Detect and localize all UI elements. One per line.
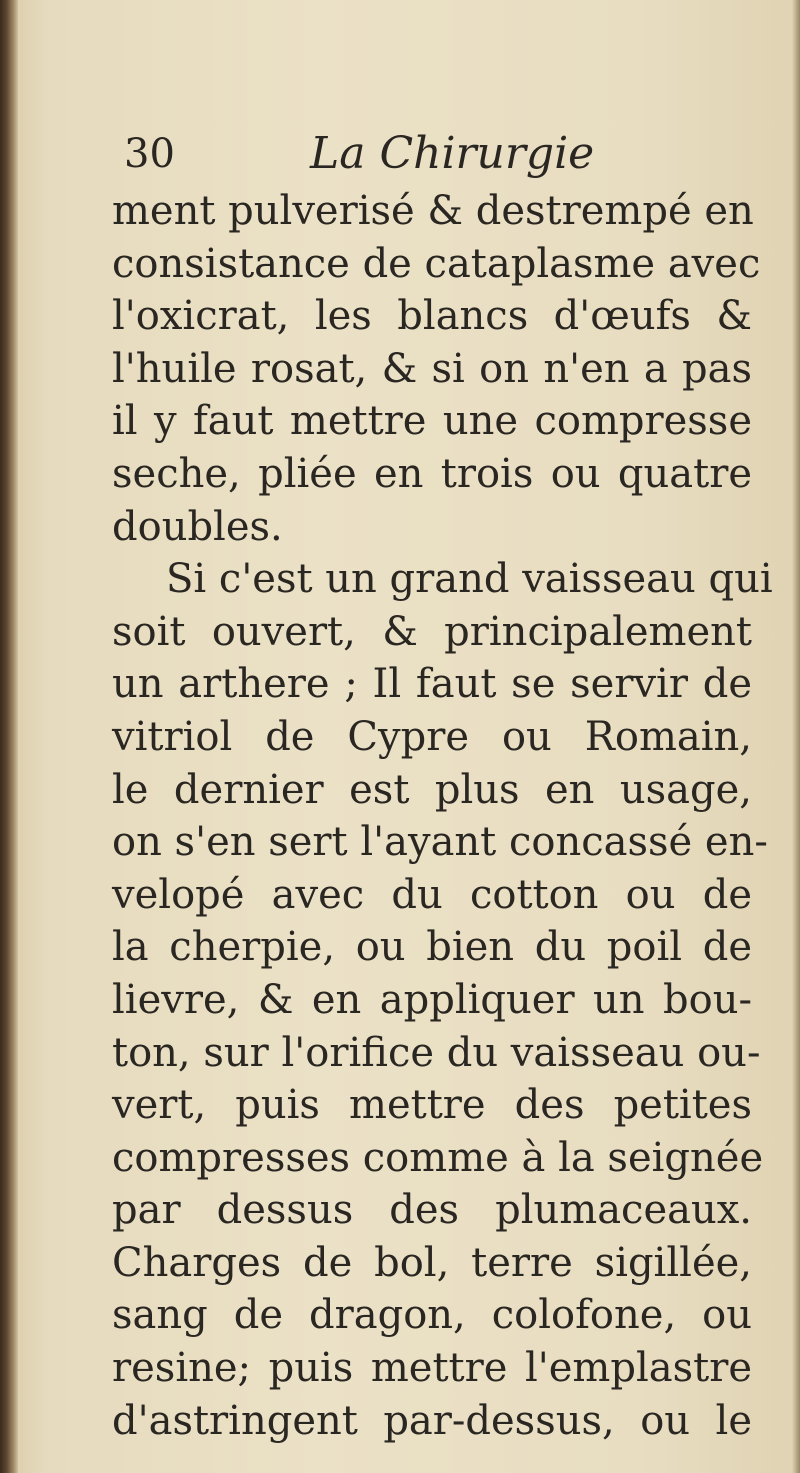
- text-line: il y faut mettre une compresse: [112, 398, 752, 445]
- text-line: un arthere ; Il faut se servir de: [112, 661, 752, 708]
- text-line: on s'en sert l'ayant concassé en-: [112, 819, 768, 866]
- text-line: compresses comme à la seignée: [112, 1134, 764, 1181]
- text-line: vitriol de Cypre ou Romain,: [112, 713, 752, 760]
- text-line: consistance de cataplasme avec: [112, 240, 761, 287]
- text-line: soit ouvert, & principalement: [112, 608, 752, 655]
- running-head: [118, 126, 758, 186]
- text-line: la cherpie, ou bien du poil de: [112, 924, 752, 971]
- text-line: Charges de bol, terre sigillée,: [112, 1239, 752, 1286]
- text-line: resine; puis mettre l'emplastre: [112, 1345, 752, 1392]
- page-number: 30: [124, 131, 175, 177]
- text-line: seche, pliée en trois ou quatre: [112, 450, 752, 497]
- text-line: le dernier est plus en usage,: [112, 766, 752, 813]
- text-line: ment pulverisé & destrempé en: [112, 188, 754, 234]
- binding-edge: [0, 0, 18, 1473]
- text-line: l'oxicrat, les blancs d'œufs &: [112, 293, 752, 340]
- running-title: La Chirurgie: [310, 128, 595, 179]
- text-line: Si c'est un grand vaisseau qui: [166, 556, 773, 603]
- text-line: ton, sur l'orifice du vaisseau ou-: [112, 1029, 761, 1076]
- body-text: [112, 185, 773, 1447]
- text-line: par dessus des plumaceaux.: [112, 1187, 752, 1234]
- text-line: lievre, & en appliquer un bou-: [112, 976, 752, 1023]
- text-line: d'astringent par-dessus, ou le: [112, 1397, 752, 1444]
- text-line: vert, puis mettre des petites: [112, 1082, 752, 1129]
- text-line: doubles.: [112, 503, 283, 550]
- text-line: sang de dragon, colofone, ou: [112, 1292, 752, 1339]
- text-line: l'huile rosat, & si on n'en a pas: [112, 345, 752, 392]
- page-edge: [792, 0, 800, 1473]
- text-line: velopé avec du cotton ou de: [112, 871, 752, 918]
